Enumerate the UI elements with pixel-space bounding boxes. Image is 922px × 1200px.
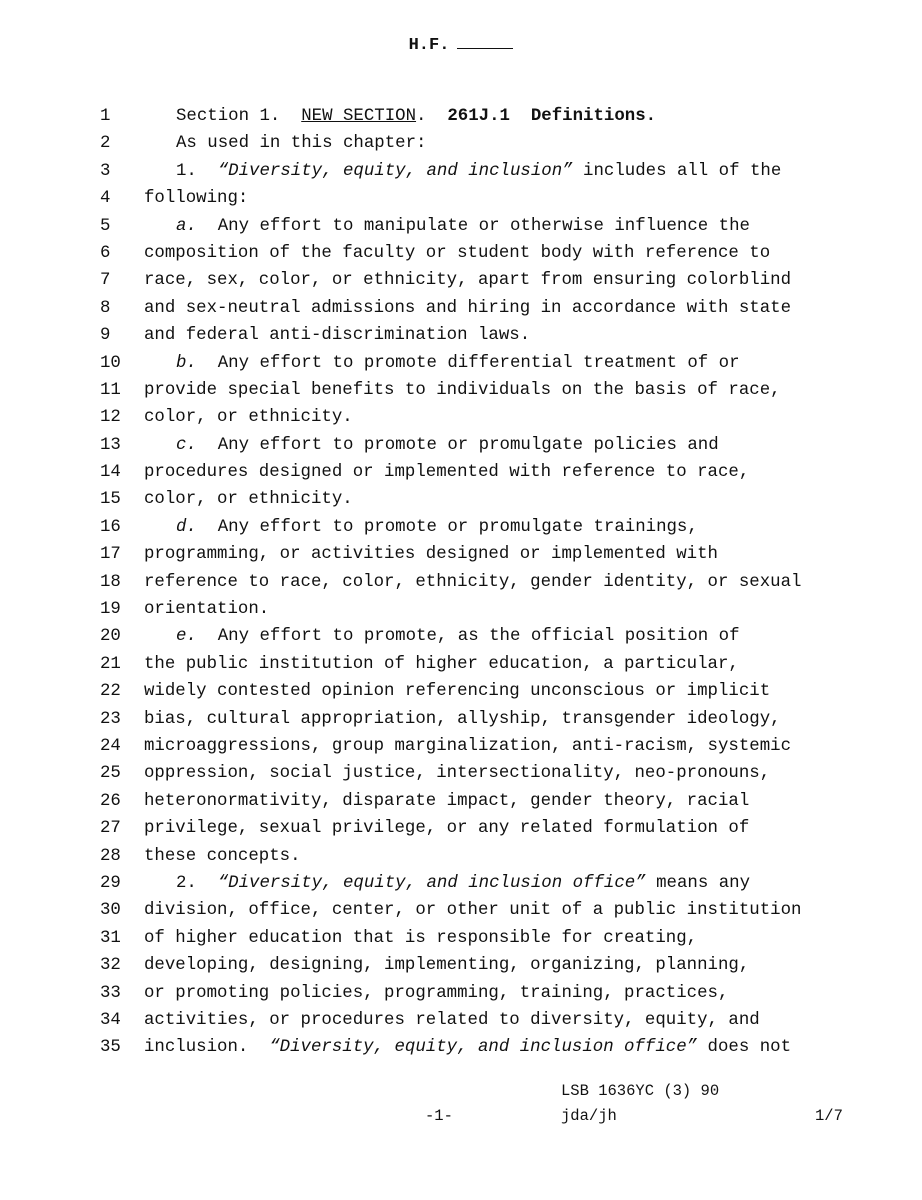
line-text (176, 432, 719, 459)
text-run: As used in this chapter: (176, 134, 427, 154)
line-text (144, 486, 353, 513)
line-text (144, 569, 801, 596)
bill-line (0, 760, 922, 787)
text-run: means any (645, 873, 751, 893)
line-number: 6 (100, 243, 111, 263)
text-run: race, sex, color, or ethnicity, apart from ensuring colorblind (144, 271, 792, 291)
line-text (144, 760, 770, 787)
line-number: 13 (100, 435, 121, 455)
line-number: 10 (100, 353, 121, 373)
text-run: the public institution of higher education, a particular, (144, 654, 739, 674)
text-run: does not (697, 1038, 792, 1058)
line-number: 2 (100, 134, 111, 154)
line-number: 33 (100, 983, 121, 1003)
text-run: programming, or activities designed or implemented with (144, 545, 718, 565)
bill-line (0, 897, 922, 924)
line-number: 24 (100, 736, 121, 756)
bill-line (0, 541, 922, 568)
page-count: 1/7 (815, 1107, 843, 1125)
line-text (144, 596, 269, 623)
bill-line (0, 623, 922, 650)
line-number: 25 (100, 764, 121, 784)
text-run: b. (176, 353, 197, 373)
line-text (144, 952, 749, 979)
bill-line (0, 486, 922, 513)
bill-line (0, 1034, 922, 1061)
bill-line (0, 213, 922, 240)
bill-line (0, 870, 922, 897)
text-run: 1. (176, 161, 218, 181)
line-text (144, 322, 530, 349)
text-run: . (416, 107, 448, 126)
bill-header-title: H.F. (408, 36, 450, 55)
text-run: heteronormativity, disparate impact, gender theory, racial (144, 791, 750, 811)
line-text (144, 788, 749, 815)
text-run: color, or ethnicity. (144, 490, 353, 510)
line-text (144, 1034, 791, 1061)
bill-line (0, 514, 922, 541)
text-run: Any effort to promote or promulgate trainings, (196, 517, 698, 537)
text-run: 2. (176, 873, 218, 893)
line-text (176, 158, 781, 185)
text-run: Section 1. (176, 107, 302, 126)
text-run: or promoting policies, programming, training, practices, (144, 983, 729, 1003)
line-number: 29 (100, 873, 121, 893)
text-run: procedures designed or implemented with reference to race, (144, 463, 750, 483)
text-run: “Diversity, equity, and inclusion office” (217, 873, 646, 893)
bill-line (0, 596, 922, 623)
line-text (144, 1007, 760, 1034)
line-number: 16 (100, 517, 121, 537)
text-run: includes all of the (572, 161, 782, 181)
line-number: 15 (100, 490, 121, 510)
line-text (144, 925, 697, 952)
line-text (176, 870, 750, 897)
line-text (144, 733, 791, 760)
text-run: 261J.1 Definitions. (447, 107, 657, 126)
line-text (144, 240, 770, 267)
line-number: 3 (100, 161, 111, 181)
text-run: activities, or procedures related to diversity, equity, and (144, 1010, 760, 1030)
bill-line (0, 377, 922, 404)
bill-line (0, 569, 922, 596)
line-number: 4 (100, 189, 111, 209)
page-number: -1- (425, 1107, 453, 1125)
bill-line (0, 459, 922, 486)
line-number: 22 (100, 682, 121, 702)
bill-line (0, 815, 922, 842)
line-text (144, 459, 749, 486)
text-run: widely contested opinion referencing unconscious or implicit (144, 682, 771, 702)
bill-line (0, 980, 922, 1007)
line-text (144, 295, 791, 322)
line-text (144, 377, 781, 404)
bill-number-blank (457, 34, 513, 49)
text-run: e. (176, 627, 197, 647)
bill-line (0, 404, 922, 431)
text-run: reference to race, color, ethnicity, gender identity, or sexual (144, 572, 802, 592)
text-run: color, or ethnicity. (144, 408, 353, 428)
text-run: division, office, center, or other unit of a public institution (144, 901, 802, 921)
line-text (176, 130, 426, 157)
line-text (144, 678, 770, 705)
line-number: 20 (100, 627, 121, 647)
line-text (144, 404, 353, 431)
text-run: microaggressions, group marginalization, anti-racism, systemic (144, 736, 792, 756)
line-number: 31 (100, 928, 121, 948)
line-number: 8 (100, 298, 111, 318)
line-text (144, 267, 791, 294)
line-number: 11 (100, 380, 121, 400)
text-run: provide special benefits to individuals on the basis of race, (144, 380, 781, 400)
line-number: 21 (100, 654, 121, 674)
line-text (176, 514, 698, 541)
line-number: 17 (100, 545, 121, 565)
line-text (144, 541, 718, 568)
bill-line (0, 267, 922, 294)
bill-line (0, 240, 922, 267)
bill-line (0, 925, 922, 952)
text-run: Any effort to promote, as the official position of (196, 627, 740, 647)
bill-line (0, 651, 922, 678)
line-text (144, 651, 739, 678)
line-text (176, 350, 740, 377)
line-text (144, 815, 749, 842)
line-text (144, 706, 781, 733)
line-number: 1 (100, 107, 111, 126)
bill-line (0, 678, 922, 705)
line-text (144, 843, 301, 870)
text-run: inclusion. (144, 1038, 270, 1058)
bill-line (0, 130, 922, 157)
text-run: and federal anti-discrimination laws. (144, 326, 531, 346)
line-text (176, 103, 656, 130)
line-number: 32 (100, 956, 121, 976)
line-number: 7 (100, 271, 111, 291)
bill-line (0, 185, 922, 212)
text-run: composition of the faculty or student body with reference to (144, 243, 771, 263)
line-number: 14 (100, 463, 121, 483)
line-number: 30 (100, 901, 121, 921)
bill-line (0, 432, 922, 459)
text-run: NEW SECTION (301, 107, 417, 126)
line-number: 5 (100, 216, 111, 236)
bill-line (0, 158, 922, 185)
line-text (144, 980, 728, 1007)
bill-line (0, 295, 922, 322)
line-number: 23 (100, 709, 121, 729)
bill-line (0, 322, 922, 349)
bill-line (0, 103, 922, 130)
text-run: of higher education that is responsible for creating, (144, 928, 698, 948)
text-run: developing, designing, implementing, organizing, planning, (144, 956, 750, 976)
text-run: privilege, sexual privilege, or any related formulation of (144, 819, 750, 839)
text-run: oppression, social justice, intersectionality, neo-pronouns, (144, 764, 771, 784)
text-run: “Diversity, equity, and inclusion office” (269, 1038, 698, 1058)
text-run: Any effort to manipulate or otherwise influence the (196, 216, 750, 236)
line-text (144, 897, 801, 924)
line-number: 27 (100, 819, 121, 839)
text-run: a. (176, 216, 197, 236)
line-number: 19 (100, 600, 121, 620)
text-run: orientation. (144, 600, 270, 620)
text-run: bias, cultural appropriation, allyship, transgender ideology, (144, 709, 781, 729)
bill-line (0, 952, 922, 979)
line-number: 35 (100, 1038, 121, 1058)
bill-line (0, 706, 922, 733)
bill-line (0, 788, 922, 815)
text-run: “Diversity, equity, and inclusion” (217, 161, 573, 181)
line-number: 9 (100, 326, 111, 346)
bill-line (0, 350, 922, 377)
bill-line (0, 843, 922, 870)
line-number: 34 (100, 1010, 121, 1030)
line-text (176, 623, 740, 650)
line-number: 12 (100, 408, 121, 428)
text-run: Any effort to promote differential treatment of or (196, 353, 740, 373)
bill-text (0, 103, 922, 1062)
text-run: and sex-neutral admissions and hiring in accordance with state (144, 298, 792, 318)
line-number: 26 (100, 791, 121, 811)
line-number: 28 (100, 846, 121, 866)
text-run: Any effort to promote or promulgate policies and (196, 435, 719, 455)
text-run: c. (176, 435, 197, 455)
bill-line (0, 1007, 922, 1034)
bill-line (0, 733, 922, 760)
lsb-code: LSB 1636YC (3) 90 (561, 1082, 720, 1100)
text-run: following: (144, 189, 249, 209)
line-number: 18 (100, 572, 121, 592)
bill-header (0, 34, 922, 55)
text-run: d. (176, 517, 197, 537)
drafter-initials: jda/jh (561, 1107, 617, 1125)
line-text (144, 185, 248, 212)
line-text (176, 213, 750, 240)
text-run: these concepts. (144, 846, 301, 866)
